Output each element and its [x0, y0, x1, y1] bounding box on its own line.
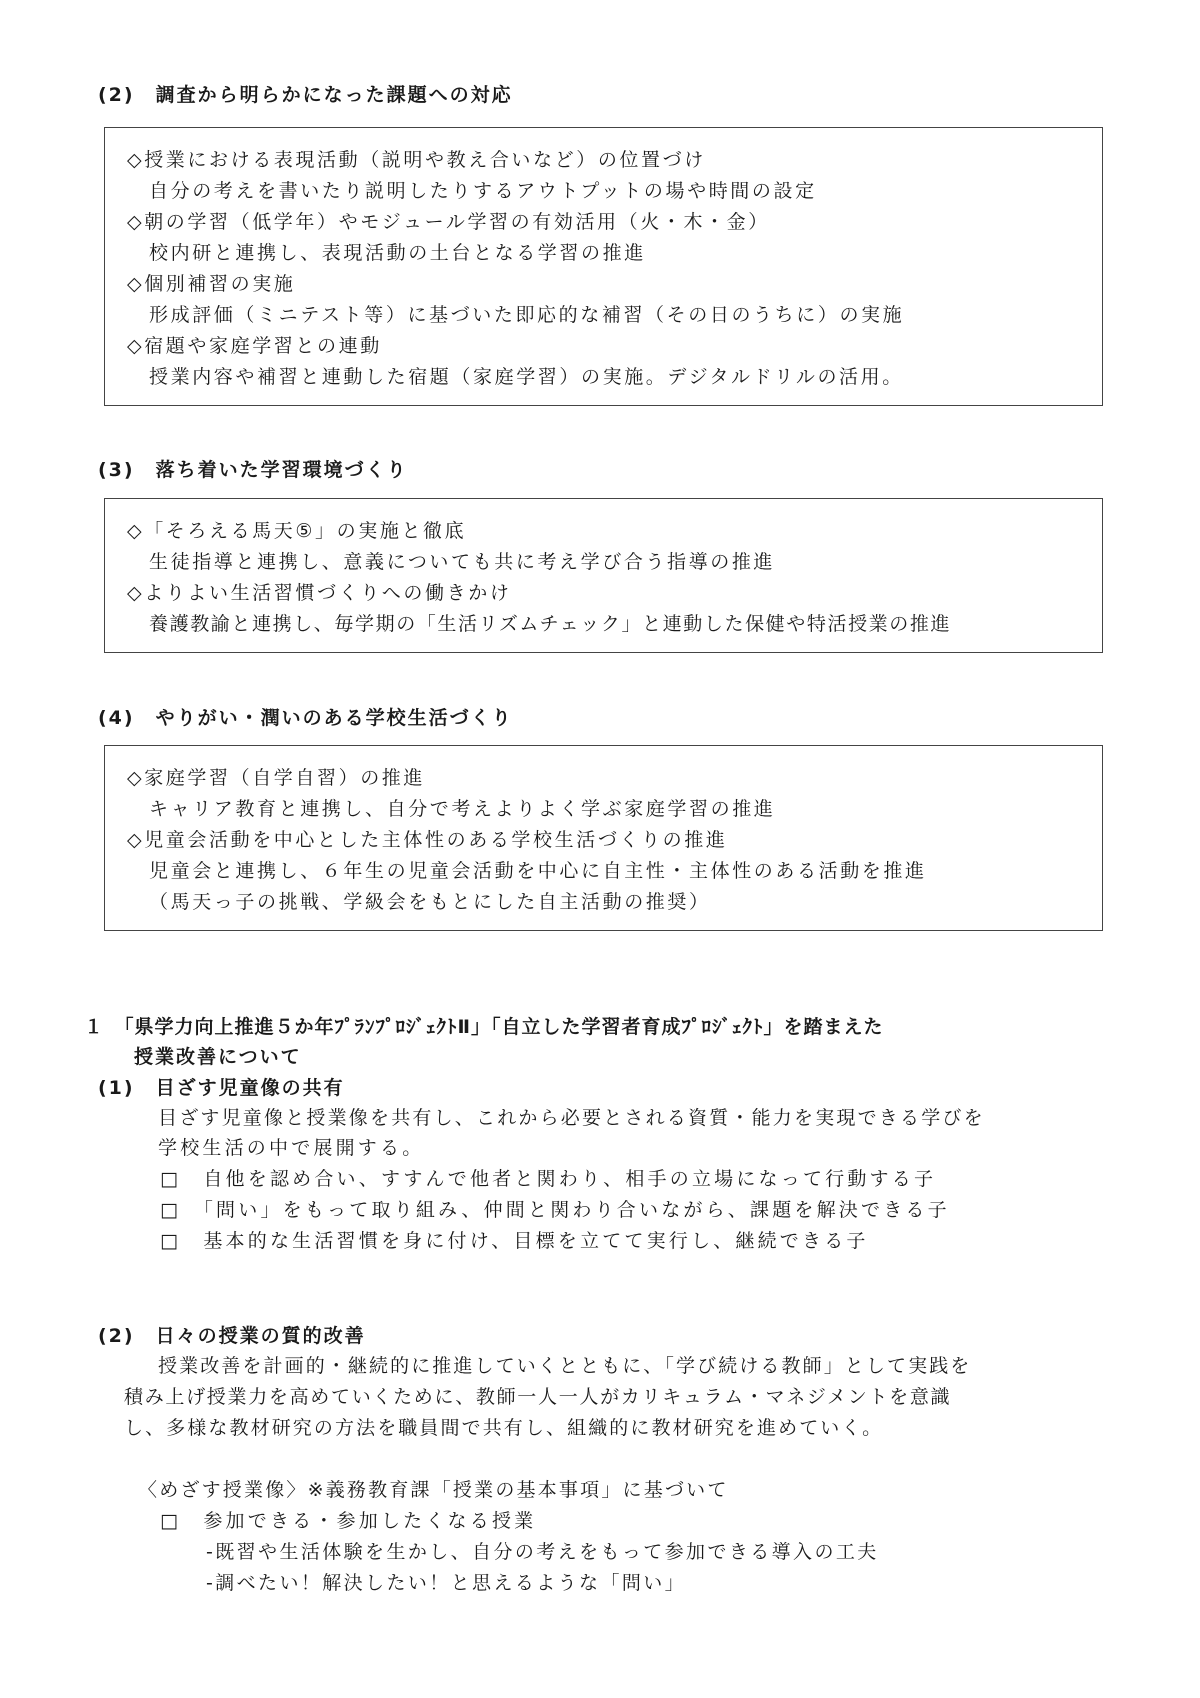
sub-2-paragraph-line: 授業改善を計画的・継続的に推進していくとともに、「学び続ける教師」として実践を — [158, 1355, 972, 1377]
lesson-image-heading: 〈めざす授業像〉※義務教育課「授業の基本事項」に基づいて — [138, 1479, 729, 1501]
section-4-heading: (4) やりがい・潤いのある学校生活づくり — [98, 707, 513, 729]
box-line: 児童会と連携し、６年生の児童会活動を中心に自主性・主体性のある活動を推進 — [149, 860, 927, 882]
part-1-title-line-2: 授業改善について — [134, 1046, 302, 1068]
section-2-heading: (2) 調査から明らかになった課題への対応 — [98, 84, 513, 106]
box-line: 自分の考えを書いたり説明したりするアウトプットの場や時間の設定 — [149, 180, 817, 202]
checklist-item: □ 自他を認め合い、すすんで他者と関わり、相手の立場になって行動する子 — [160, 1168, 937, 1190]
sub-2-paragraph-line: 積み上げ授業力を高めていくために、教師一人一人がカリキュラム・マネジメントを意識 — [124, 1386, 952, 1408]
sub-1-heading: (1) 目ざす児童像の共有 — [98, 1077, 345, 1099]
lesson-image-subitem: -調べたい！解決したい！と思えるような「問い」 — [206, 1572, 687, 1594]
section-3-heading: (3) 落ち着いた学習環境づくり — [98, 459, 408, 481]
checklist-item: □ 基本的な生活習慣を身に付け、目標を立てて実行し、継続できる子 — [160, 1230, 869, 1252]
sub-2-paragraph-line: し、多様な教材研究の方法を職員間で共有し、組織的に教材研究を進めていく。 — [124, 1417, 884, 1439]
box-line: 養護教諭と連携し、毎学期の「生活リズムチェック」と連動した保健や特活授業の推進 — [149, 613, 952, 635]
lesson-image-subitem: -既習や生活体験を生かし、自分の考えをもって参加できる導入の工夫 — [206, 1541, 879, 1563]
section-4-box — [104, 745, 1103, 931]
box-line: ◇「そろえる馬天⑤」の実施と徹底 — [127, 520, 467, 542]
box-line: ◇授業における表現活動（説明や教え合いなど）の位置づけ — [127, 149, 706, 171]
sub-2-heading: (2) 日々の授業の質的改善 — [98, 1325, 366, 1347]
box-line: ◇児童会活動を中心とした主体性のある学校生活づくりの推進 — [127, 829, 728, 851]
part-1-title: １ 「県学力向上推進５か年ﾌﾟﾗﾝﾌﾟﾛｼﾞｪｸﾄⅡ」「自立した学習者育成ﾌﾟﾛｼﾞｪｸﾄ」を踏まえた — [84, 1016, 884, 1038]
box-line: ◇よりよい生活習慣づくりへの働きかけ — [127, 582, 512, 604]
lesson-image-item: □ 参加できる・参加したくなる授業 — [160, 1510, 537, 1532]
box-line: ◇個別補習の実施 — [127, 273, 296, 295]
box-line: 校内研と連携し、表現活動の土台となる学習の推進 — [149, 242, 646, 264]
box-line: ◇朝の学習（低学年）やモジュール学習の有効活用（火・木・金） — [127, 211, 770, 233]
sub-1-paragraph-line: 目ざす児童像と授業像を共有し、これから必要とされる資質・能力を実現できる学びを — [158, 1107, 985, 1129]
box-line: ◇家庭学習（自学自習）の推進 — [127, 767, 426, 789]
section-2-box — [104, 127, 1103, 406]
box-line: キャリア教育と連携し、自分で考えよりよく学ぶ家庭学習の推進 — [149, 798, 776, 820]
box-line: （馬天っ子の挑戦、学級会をもとにした自主活動の推奨） — [149, 891, 711, 913]
sub-1-paragraph-line: 学校生活の中で展開する。 — [158, 1137, 425, 1159]
box-line: ◇宿題や家庭学習との連動 — [127, 335, 382, 357]
box-line: 形成評価（ミニテスト等）に基づいた即応的な補習（その日のうちに）の実施 — [149, 304, 905, 326]
box-line: 生徒指導と連携し、意義についても共に考え学び合う指導の推進 — [149, 551, 776, 573]
box-line: 授業内容や補習と連動した宿題（家庭学習）の実施。デジタルドリルの活用。 — [149, 366, 904, 388]
section-3-box — [104, 498, 1103, 653]
checklist-item: □ 「問い」をもって取り組み、仲間と関わり合いながら、課題を解決できる子 — [160, 1199, 950, 1221]
